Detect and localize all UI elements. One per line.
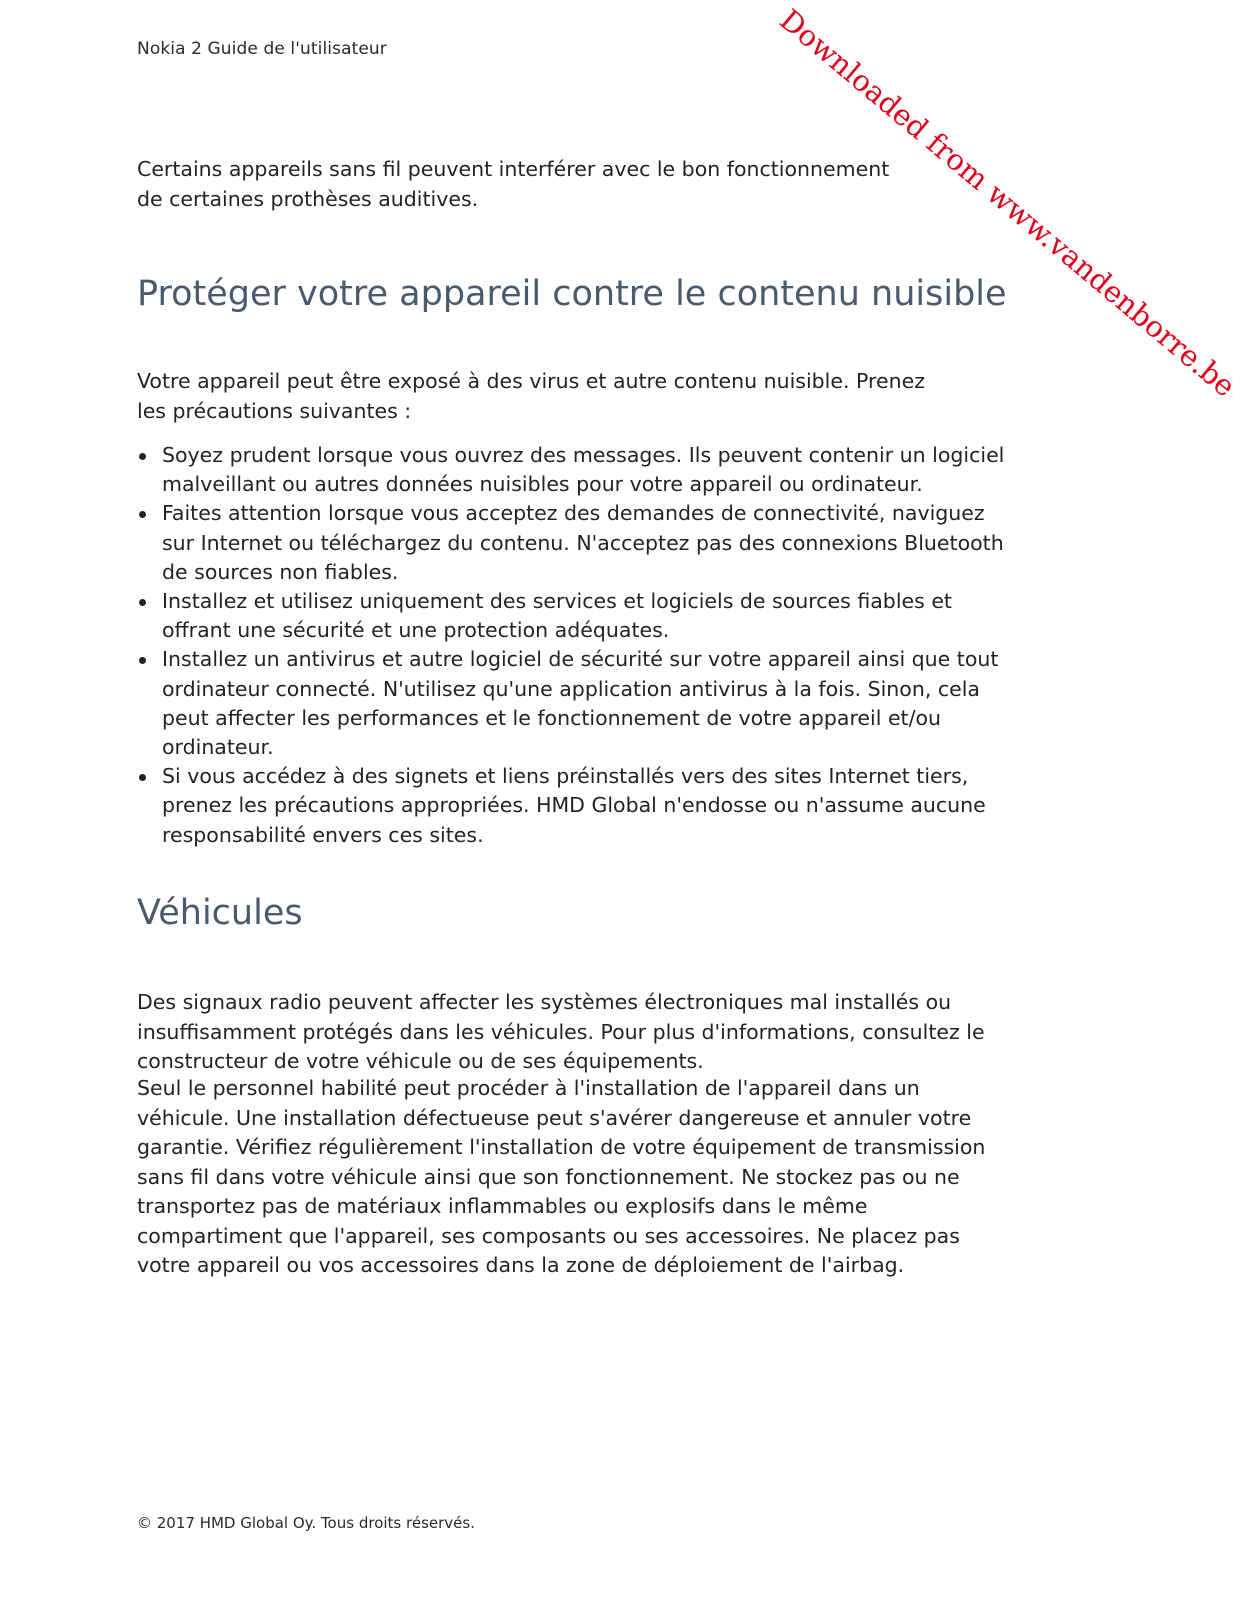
bullet-text: Faites attention lorsque vous acceptez des demandes de connectivité, naviguez sur Internet ou téléchargez du contenu. N'acceptez pas des connexions Bluetooth de sources non fiables.: [162, 501, 1004, 584]
bullet-icon: [139, 599, 146, 606]
list-item: [137, 645, 1007, 762]
bullet-text: Si vous accédez à des signets et liens préinstallés vers des sites Internet tiers, prenez les précautions appropriées. HMD Global n'endosse ou n'assume aucune responsabilité envers ces sites.: [162, 764, 986, 847]
list-item: [137, 587, 1007, 645]
protect-bullet-list: [137, 441, 1007, 850]
bullet-icon: [139, 511, 146, 518]
list-item: [137, 441, 1007, 499]
page-footer: © 2017 HMD Global Oy. Tous droits réservés.: [137, 1514, 475, 1532]
vehicles-paragraph-1: Des signaux radio peuvent affecter les systèmes électroniques mal installés ou insuffisamment protégés dans les véhicules. Pour plus d'informations, consultez le constructeur de votre véhicule ou de ses équipements.: [137, 990, 985, 1073]
section-heading-vehicles: Véhicules: [137, 893, 303, 933]
bullet-text: Soyez prudent lorsque vous ouvrez des messages. Ils peuvent contenir un logiciel malveillant ou autres données nuisibles pour votre appareil ou ordinateur.: [162, 443, 1005, 497]
page-header: Nokia 2 Guide de l'utilisateur: [137, 39, 387, 59]
bullet-text: Installez et utilisez uniquement des services et logiciels de sources fiables et offrant une sécurité et une protection adéquates.: [162, 589, 952, 643]
section-heading-protect: Protéger votre appareil contre le contenu nuisible: [137, 274, 1007, 314]
vehicles-paragraph-2: Seul le personnel habilité peut procéder à l'installation de l'appareil dans un véhicule. Une installation défectueuse peut s'avérer dangereuse et annuler votre garantie. Vérifiez régulièrement l'installation de votre équipement de transmission sans fil dans votre véhicule ainsi que son fonctionnement. Ne stockez pas ou ne transportez pas de matériaux inflammables ou explosifs dans le même compartiment que l'appareil, ses composants ou ses accessoires. Ne placez pas votre appareil ou vos accessoires dans la zone de déploiement de l'airbag.: [137, 1076, 986, 1277]
bullet-text: Installez un antivirus et autre logiciel de sécurité sur votre appareil ainsi que tout ordinateur connecté. N'utilisez qu'une application antivirus à la fois. Sinon, cela peut affecter les performances et le fonctionnement de votre appareil et/ou ordinateur.: [162, 647, 999, 760]
list-item: [137, 499, 1007, 587]
bullet-icon: [139, 657, 146, 664]
bullet-icon: [139, 453, 146, 460]
list-item: [137, 762, 1007, 850]
bullet-icon: [139, 774, 146, 781]
protect-paragraph: Votre appareil peut être exposé à des virus et autre contenu nuisible. Prenez les précautions suivantes :: [137, 369, 925, 423]
watermark: Downloaded from www.vandenborre.be: [773, 2, 1242, 404]
intro-paragraph: Certains appareils sans fil peuvent interférer avec le bon fonctionnement de certaines prothèses auditives.: [137, 157, 890, 211]
